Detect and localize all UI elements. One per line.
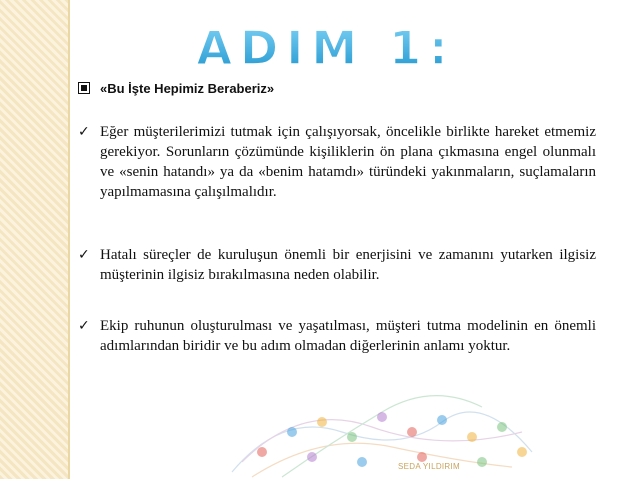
- bullet-paragraph-1: [78, 122, 596, 202]
- footer-author: SEDA YILDIRIM: [398, 462, 460, 471]
- people-network-illustration: [222, 392, 542, 479]
- subheading: [78, 80, 596, 98]
- bullet-paragraph-2: [78, 245, 596, 285]
- strip-edge: [68, 0, 70, 479]
- bullet-paragraph-3: [78, 316, 596, 356]
- checkmark-icon: ✓: [78, 318, 90, 334]
- checkmark-icon: ✓: [78, 124, 90, 140]
- subheading-text: «Bu İşte Hepimiz Beraberiz»: [100, 81, 275, 96]
- slide-title: [196, 16, 456, 76]
- checkmark-icon: ✓: [78, 247, 90, 263]
- square-bullet-icon: [78, 82, 90, 94]
- title-text: ADIM 1:: [196, 21, 456, 75]
- bullet-text-2: Hatalı süreçler de kuruluşun önemli bir enerjisini ve zamanını yutarken ilgisiz müşterinin ilgisiz bırakılmasına neden olabilir.: [100, 247, 596, 283]
- bullet-text-1: Eğer müşterilerimizi tutmak için çalışıyorsak, öncelikle birlikte hareket etmemiz gerekiyor. Sorunların çözümünde kişiliklerin ön plana çıkmasına engel olunmalı ve «senin hatandı» ya da «benim hatamdı» türündeki yakınmaların, suçlamaların yapılmamasına çalışılmalıdır.: [100, 124, 596, 200]
- decorative-left-strip: [0, 0, 70, 479]
- bullet-text-3: Ekip ruhunun oluşturulması ve yaşatılması, müşteri tutma modelinin en önemli adımlarından biridir ve bu adım olmadan diğerlerinin anlamı yoktur.: [100, 318, 596, 354]
- title-svg: [196, 16, 456, 76]
